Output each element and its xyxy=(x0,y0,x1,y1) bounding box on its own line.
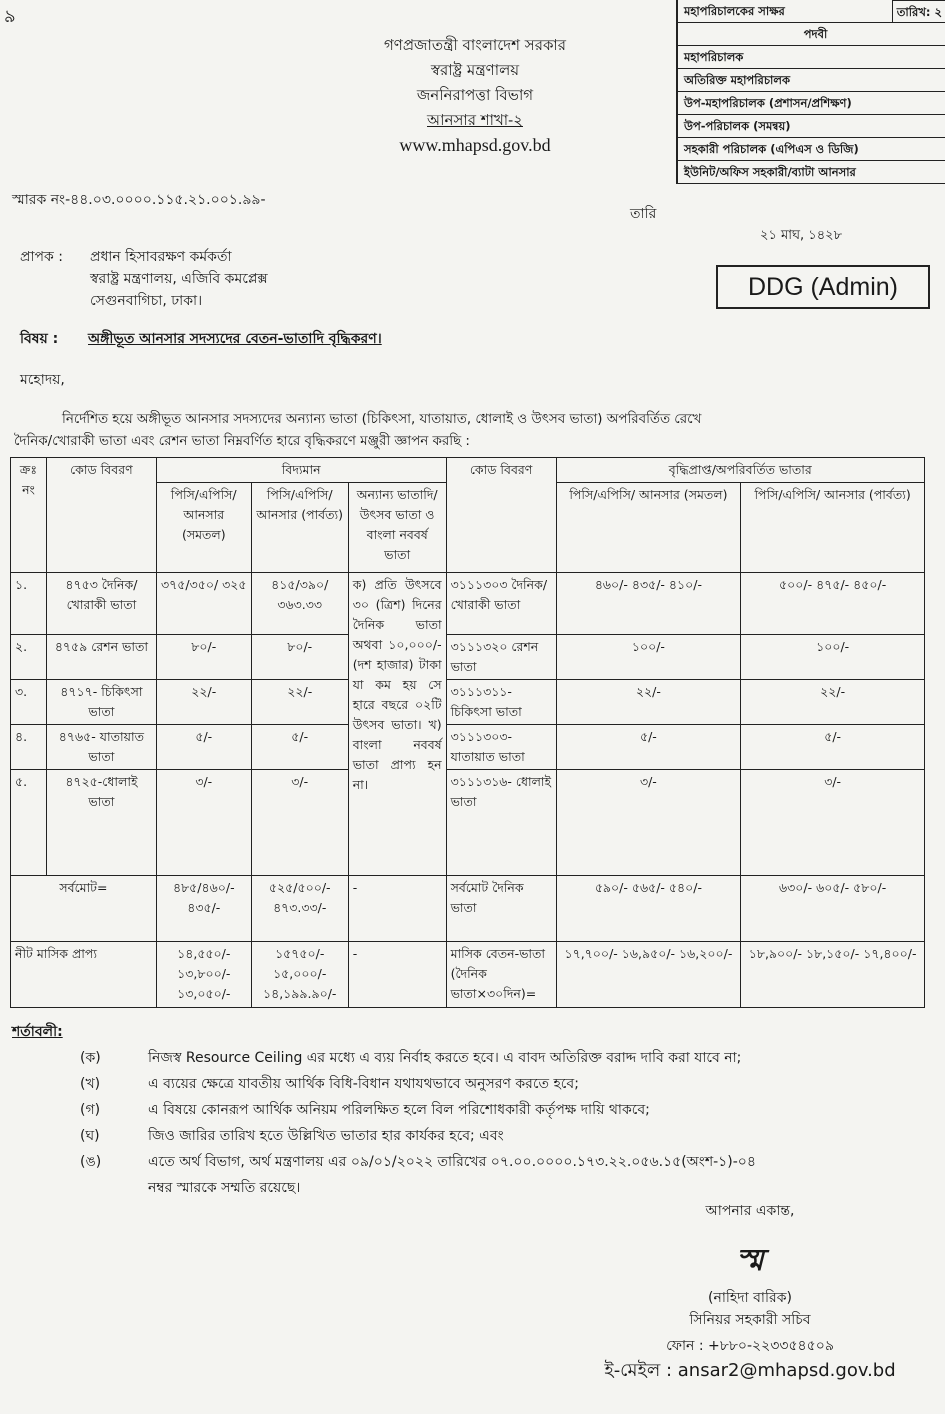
date-bangla: ২১ মাঘ, ১৪২৮ xyxy=(760,228,843,243)
signature-scrawl: স্ম xyxy=(736,1243,764,1278)
date-label: তারি xyxy=(630,206,657,222)
table-total-row: সর্বমোট= ৪৮৫/৪৬০/- ৪৩৫/- ৫২৫/৫০০/- ৪৭৩.৩৩/- - সর্বমোট দৈনিক ভাতা ৫৯০/- ৫৬৫/- ৫৪০/- ৬৩০/- ৬০৫/- ৫৮০/- xyxy=(11,876,925,942)
routing-row: সহকারী পরিচালক (এপিএস ও ডিজি) xyxy=(678,138,945,161)
conditions-list xyxy=(80,1045,930,1201)
condition-item: (ঙ) এতে অর্থ বিভাগ, অর্থ মন্ত্রণালয় এর ০৯/০১/২০২২ তারিখের ০৭.০০.০০০০.১৭৩.২২.০৫৬.১৫(অংশ-১)-০৪ xyxy=(80,1154,756,1170)
body-line-1: নির্দেশিত হয়ে অঙ্গীভূত আনসার সদস্যদের অন্যান্য ভাতা (চিকিৎসা, যাতায়াত, ধোলাই ও উৎসব ভাতা) অপরিবর্তিত রেখে xyxy=(62,412,702,427)
recipient-label: প্রাপক : xyxy=(20,249,63,265)
routing-row: উপ-মহাপরিচালক (প্রশাসন/প্রশিক্ষণ) xyxy=(678,92,945,115)
signer-name: (নাহিদা বারিক) xyxy=(708,1290,792,1306)
condition-item: (ঘ) জিও জারির তারিখ হতে উল্লিখিত ভাতার হার কার্যকর হবে; এবং xyxy=(80,1128,504,1144)
col-header-existing: বিদ্যমান xyxy=(156,458,446,483)
website: www.mhapsd.gov.bd xyxy=(399,135,551,155)
recipient-block: প্রধান হিসাবরক্ষণ কর্মকর্তা স্বরাষ্ট্র মন্ত্রণালয়, এজিবি কমপ্লেক্স সেগুনবাগিচা, ঢাকা। xyxy=(90,249,268,309)
col-header-sl: ক্রঃ নং xyxy=(11,458,47,573)
table-row: ৫. ৪৭২৫-ধোলাই ভাতা ৩/- ৩/- ৩১১১৩১৬- ধোলাই ভাতা ৩/- ৩/- xyxy=(11,770,925,876)
routing-row: মহাপরিচালকের সাক্ষর তারিখ: ২ xyxy=(678,0,945,23)
signer-phone: ফোন : +৮৮০-২২৩৩৫৪৫০৯ xyxy=(666,1338,834,1354)
memo-number: স্মারক নং-৪৪.০৩.০০০০.১১৫.২১.০০১.৯৯- xyxy=(12,192,266,208)
body-line-2: দৈনিক/খোরাকী ভাতা এবং রেশন ভাতা নিম্নবর্ণিত হারে বৃদ্ধিকরণে মঞ্জুরী জ্ঞাপন করছি : xyxy=(14,434,470,449)
col-header-new-hill: পিসি/এপিসি/ আনসার (পার্বত্য) xyxy=(741,483,925,573)
routing-row: ইউনিট/অফিস সহকারী/ব্যাটা আনসার xyxy=(678,161,945,184)
col-header-code2: কোড বিবরণ xyxy=(446,458,556,573)
routing-row: অতিরিক্ত মহাপরিচালক xyxy=(678,69,945,92)
table-net-row: নীট মাসিক প্রাপ্য ১৪,৫৫০/- ১৩,৮০০/- ১৩,০৫০/- ১৫৭৫০/- ১৫,০০০/- ১৪,১৯৯.৯০/- - মাসিক বেতন-ভাতা (দৈনিক ভাতা×৩০দিন)= ১৭,৭০০/- ১৬,৯৫০/- ১৬,২০০/- ১৮,৯০০/- ১৮,১৫০/- ১৭,৪০০/- xyxy=(11,942,925,1008)
col-header-other: অন্যান্য ভাতাদি/উৎসব ভাতা ও বাংলা নববর্ষ ভাতা xyxy=(348,483,446,573)
conditions-label: শর্তাবলী: xyxy=(12,1024,63,1040)
subject-text: অঙ্গীভূত আনসার সদস্যদের বেতন-ভাতাদি বৃদ্ধিকরণ। xyxy=(88,331,382,347)
allowance-table xyxy=(10,457,925,1008)
table-row: ১. ৪৭৫৩ দৈনিক/খোরাকী ভাতা ৩৭৫/৩৫০/ ৩২৫ ৪১৫/৩৯০/ ৩৬৩.৩৩ ক) প্রতি উৎসবে ৩০ (ত্রিশ) দিনের দৈনিক ভাতা অথবা ১০,০০০/- (দশ হাজার) টাকা যা কম হয় সে হারে বছরে ০২টি উৎসব ভাতা। খ) বাংলা নববর্ষ ভাতা প্রাপ্য হন না। ৩১১১৩০৩ দৈনিক/খোরাকী ভাতা ৪৬০/- ৪৩৫/- ৪১০/- ৫০০/- ৪৭৫/- ৪৫০/- xyxy=(11,573,925,635)
ddg-stamp: DDG (Admin) xyxy=(716,265,930,309)
ministry-name: স্বরাষ্ট্র মন্ত্রণালয় xyxy=(430,61,520,79)
col-header-ex-hill: পিসি/এপিসি/ আনসার (পার্বত্য) xyxy=(251,483,348,573)
signer-designation: সিনিয়র সহকারী সচিব xyxy=(689,1312,811,1328)
routing-row: উপ-পরিচালক (সমন্বয়) xyxy=(678,115,945,138)
table-header-row xyxy=(11,458,925,483)
letterhead xyxy=(330,33,620,158)
other-allowance-cell: ক) প্রতি উৎসবে ৩০ (ত্রিশ) দিনের দৈনিক ভাতা অথবা ১০,০০০/- (দশ হাজার) টাকা যা কম হয় সে হারে বছরে ০২টি উৎসব ভাতা। খ) বাংলা নববর্ষ ভাতা প্রাপ্য হন না। xyxy=(348,573,446,876)
division-name: জননিরাপত্তা বিভাগ xyxy=(416,86,534,104)
gov-name: গণপ্রজাতন্ত্রী বাংলাদেশ সরকার xyxy=(383,36,567,54)
subject-label: বিষয় : xyxy=(20,331,59,347)
col-header-new: বৃদ্ধিপ্রাপ্ত/অপরিবর্তিত ভাতার xyxy=(556,458,924,483)
col-header-code: কোড বিবরণ xyxy=(46,458,156,573)
condition-item: (ক) নিজস্ব Resource Ceiling এর মধ্যে এ ব্যয় নির্বাহ করতে হবে। এ বাবদ অতিরিক্ত বরাদ্দ দাবি করা যাবে না; xyxy=(80,1050,742,1066)
condition-item: (গ) এ বিষয়ে কোনরূপ আর্থিক অনিয়ম পরিলক্ষিত হলে বিল পরিশোধকারী কর্তৃপক্ষ দায়ি থাকবে; xyxy=(80,1102,650,1118)
condition-item: (খ) এ ব্যয়ের ক্ষেত্রে যাবতীয় আর্থিক বিধি-বিধান যথাযথভাবে অনুসরণ করতে হবে; xyxy=(80,1076,579,1092)
table-row: ৩. ৪৭১৭- চিকিৎসা ভাতা ২২/- ২২/- ৩১১১৩১১- চিকিৎসা ভাতা ২২/- ২২/- xyxy=(11,680,925,725)
date-tag: তারিখ: ২ xyxy=(892,0,945,23)
corner-mark: ৯ xyxy=(4,6,16,27)
branch-name: আনসার শাখা-২ xyxy=(427,111,523,129)
condition-continuation: নম্বর স্মারকে সম্মতি রয়েছে। xyxy=(148,1180,301,1196)
salutation: মহোদয়, xyxy=(20,372,65,388)
signer-email: ই-মেইল : ansar2@mhapsd.gov.bd xyxy=(604,1360,896,1381)
routing-box xyxy=(676,0,945,184)
table-row: ২. ৪৭৫৯ রেশন ভাতা ৮০/- ৮০/- ৩১১১৩২০ রেশন ভাতা ১০০/- ১০০/- xyxy=(11,635,925,680)
closing: আপনার একান্ত, xyxy=(705,1203,795,1219)
col-header-new-plain: পিসি/এপিসি/ আনসার (সমতল) xyxy=(556,483,741,573)
table-row: ৪. ৪৭৬৫- যাতায়াত ভাতা ৫/- ৫/- ৩১১১৩০৩- যাতায়াত ভাতা ৫/- ৫/- xyxy=(11,725,925,770)
routing-row: মহাপরিচালক xyxy=(678,46,945,69)
routing-row: পদবী xyxy=(678,23,945,46)
signature-block xyxy=(600,1200,900,1385)
col-header-ex-plain: পিসি/এপিসি/ আনসার (সমতল) xyxy=(156,483,251,573)
